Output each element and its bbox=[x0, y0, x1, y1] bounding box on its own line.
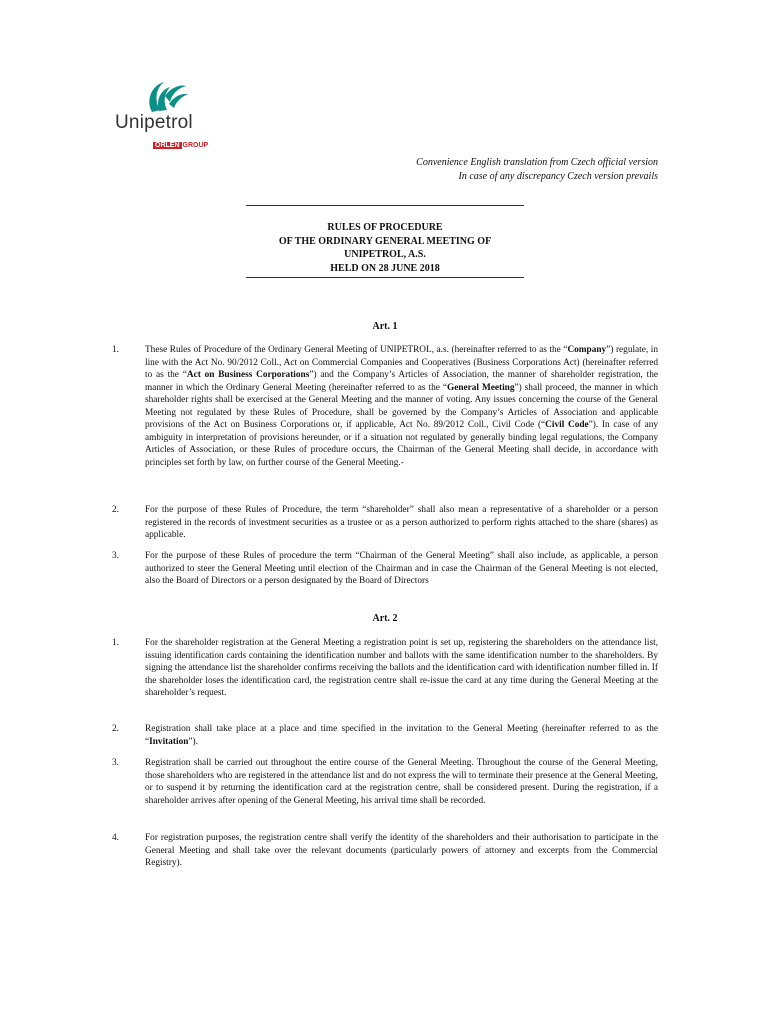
orlen-group-badge bbox=[153, 142, 208, 150]
notice-line-1: Convenience English translation from Czech official version bbox=[416, 157, 658, 168]
title-line-2: OF THE ORDINARY GENERAL MEETING OF bbox=[278, 235, 492, 247]
article-1-heading: Art. 1 bbox=[372, 321, 398, 332]
article-2-heading: Art. 2 bbox=[372, 613, 398, 624]
item-text: Registration shall take place at a place and time specified in the invitation to the General Meeting (hereinafter referred to as the “Invitation”). bbox=[145, 724, 658, 747]
article-2-item-4 bbox=[112, 832, 658, 870]
item-number: 3. bbox=[112, 551, 119, 561]
item-number: 2. bbox=[112, 505, 119, 515]
item-number: 4. bbox=[112, 833, 119, 843]
item-number: 1. bbox=[112, 638, 119, 648]
logo-wordmark: Unipetrol bbox=[115, 112, 193, 133]
bottom-divider bbox=[246, 277, 524, 278]
notice-line-2: In case of any discrepancy Czech version prevails bbox=[458, 171, 658, 182]
article-2-item-2 bbox=[112, 723, 658, 748]
document-title bbox=[0, 221, 770, 275]
item-text: These Rules of Procedure of the Ordinary General Meeting of UNIPETROL, a.s. (hereinafter referred to as the “Company”) regulate, in line with the Act No. 90/2012 Coll., Act on Commercial Companies and Cooperatives (Business Corporations Act) (hereinafter referred to as the “Act on Business Corporations”) and the Company’s Articles of Association, the manner of shareholder registration, the manner in which the Ordinary General Meeting (hereinafter referred to as the “General Meeting”) shall proceed, the manner in which shareholder rights shall be exercised at the General Meeting and the manner of voting. Any issues concerning the course of the General Meeting not regulated by these Rules of Procedure, shall be governed by the Company’s Articles of Association and applicable provisions of the Act on Business Corporations or, if applicable, Act No. 89/2012 Coll., Civil Code (“Civil Code”). In case of any ambiguity in interpretation of provisions hereunder, or if a situation not regulated by generally binding legal regulations, the Company Articles of Association, or these Rules of procedure occurs, the Chairman of the General Meeting shall decide, in accordance with principles set forth by law, on further course of the General Meeting.- bbox=[145, 345, 658, 468]
item-text: Registration shall be carried out throughout the entire course of the General Meeting. Throughout the course of the General Meeting, those shareholders who are registered in the attendance list and do not express the will to terminate their presence at the General Meeting, or to suspend it by returning the identification card at the registration centre, shall be considered present. During the registration, if a shareholder arrives after opening of the General Meeting, his arrival time shall be recorded. bbox=[145, 758, 658, 806]
article-1-item-1 bbox=[112, 344, 658, 469]
item-number: 3. bbox=[112, 758, 119, 768]
item-text: For the shareholder registration at the General Meeting a registration point is set up, registering the shareholders on the attendance list, issuing identification cards containing the identification number and ballots with the same identification number to the shareholders. By signing the attendance list the shareholder confirms receiving the ballots and the identification card with identification number filled in. If the shareholder loses the identification card, the registration centre shall re-issue the card at any time during the General Meeting at the shareholder’s request. bbox=[145, 638, 658, 698]
title-line-1: RULES OF PROCEDURE bbox=[327, 222, 443, 233]
title-line-4: HELD ON 28 JUNE 2018 bbox=[330, 262, 440, 274]
article-2-item-1 bbox=[112, 637, 658, 700]
item-text: For the purpose of these Rules of Procedure, the term “shareholder” shall also mean a representative of a shareholder or a person registered in the records of investment securities as a trustee or as a person authorized to perform rights attached to the share (shares) as applicable. bbox=[145, 505, 658, 540]
item-text: For registration purposes, the registration centre shall verify the identity of the shareholders and their authorisation to participate in the General Meeting and shall take over the relevant documents (particularly powers of attorney and excerpts from the Commercial Registry). bbox=[145, 833, 658, 868]
group-label: GROUP bbox=[182, 142, 209, 149]
item-number: 2. bbox=[112, 724, 119, 734]
top-divider bbox=[246, 205, 524, 206]
item-text: For the purpose of these Rules of procedure the term “Chairman of the General Meeting” shall also include, as applicable, a person authorized to steer the General Meeting until election of the Chairman and in case the Chairman of the General Meeting is not elected, also the Board of Directors or a person designated by the Board of Directors bbox=[145, 551, 658, 586]
article-1-item-2 bbox=[112, 504, 658, 542]
article-1-item-3 bbox=[112, 550, 658, 588]
translation-notice bbox=[416, 156, 658, 184]
title-line-3: UNIPETROL, A.S. bbox=[344, 249, 426, 260]
orlen-label: ORLEN bbox=[155, 142, 180, 149]
item-number: 1. bbox=[112, 345, 119, 355]
article-2-item-3 bbox=[112, 757, 658, 807]
